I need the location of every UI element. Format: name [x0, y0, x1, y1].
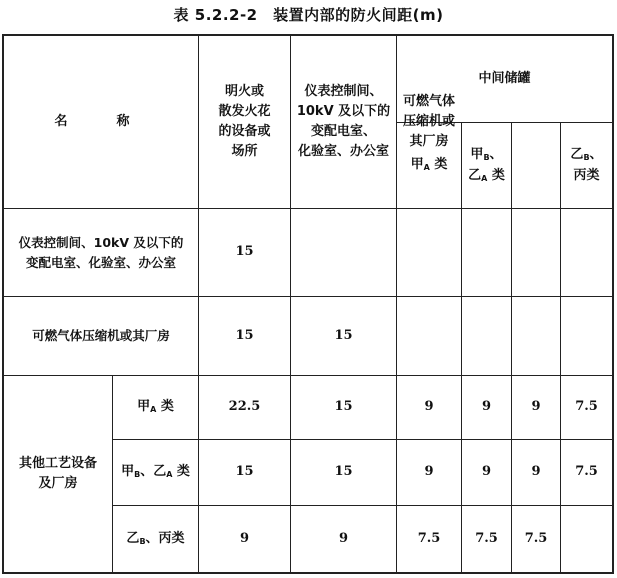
- fire-distance-table: [2, 34, 614, 574]
- cell-r4-c5: 9: [531, 464, 541, 480]
- header-tank-class-b2: 乙$_B$、 丙类: [570, 147, 603, 183]
- row-label-control-room: 仪表控制间、10kV 及以下的 变配电室、化验室、办公室: [18, 235, 184, 270]
- cell-r2-c2: 15: [334, 327, 353, 343]
- cell-r5-c5: 7.5: [524, 530, 548, 546]
- cell-r2-c1: 15: [235, 327, 254, 343]
- cell-r3-c1: 22.5: [228, 399, 261, 415]
- row-label-compressor: 可燃气体压缩机或其厂房: [32, 328, 170, 344]
- cell-r4-c3: 9: [424, 464, 434, 480]
- cell-r3-c2: 15: [334, 399, 353, 415]
- cell-r4-c6: 7.5: [575, 464, 598, 480]
- header-control-room: 仪表控制间、 10kV 及以下的 变配电室、 化验室、办公室: [296, 83, 391, 160]
- cell-r5-c3: 7.5: [417, 530, 441, 546]
- subrow-label-class-a: 甲$_A$ 类: [137, 399, 174, 415]
- header-name: 名 称: [54, 113, 148, 129]
- header-compressor: 可燃气体 压缩机或 其厂房: [402, 93, 455, 150]
- header-intermediate-tanks: 中间储罐: [478, 70, 531, 86]
- cell-r4-c2: 15: [334, 464, 353, 480]
- cell-r3-c3: 9: [424, 399, 434, 415]
- row-group-other-process-equipment: 其他工艺设备 及厂房: [18, 455, 97, 491]
- header-open-fire: 明火或 散发火花 的设备或 场所: [218, 83, 271, 160]
- cell-r5-c6: [561, 506, 612, 572]
- cell-r4-c4: 9: [481, 464, 492, 480]
- subrow-label-class-b1: 甲$_B$、乙$_A$ 类: [121, 464, 190, 480]
- cell-r3-c5: 9: [531, 399, 541, 415]
- cell-r5-c4: 7.5: [475, 530, 498, 546]
- cell-r3-c6: 7.5: [575, 399, 598, 415]
- header-tank-class-a: 甲$_A$ 类: [410, 157, 448, 173]
- cell-r5-c1: 9: [239, 530, 250, 546]
- cell-r1-c1: 15: [235, 244, 254, 260]
- subrow-label-class-b2: 乙$_B$、丙类: [126, 530, 185, 546]
- header-tank-class-b1: 甲$_B$、 乙$_A$ 类: [468, 147, 505, 183]
- table-caption: 表 5.2.2-2 装置内部的防火间距(m): [173, 6, 444, 24]
- cell-r4-c1: 15: [235, 464, 254, 480]
- cell-r3-c4: 9: [481, 399, 492, 415]
- cell-r5-c2: 9: [338, 530, 349, 546]
